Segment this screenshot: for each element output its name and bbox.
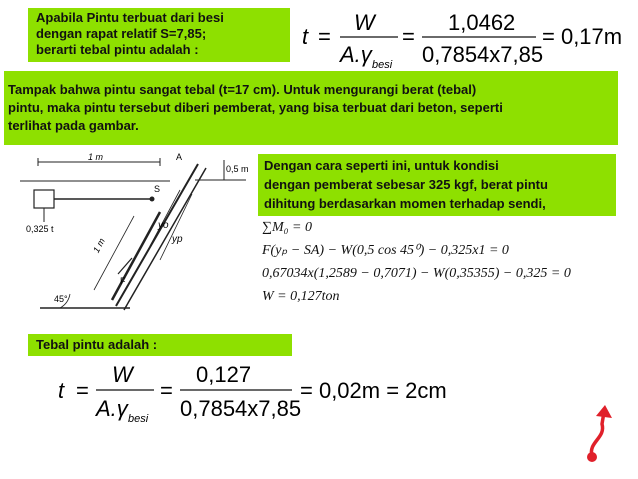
gate-diagram xyxy=(20,150,252,314)
method-box xyxy=(258,154,616,216)
formula-1-den1: A.γ xyxy=(340,42,372,67)
label-S: S xyxy=(154,184,161,194)
formula-2-den2: 0,7854x7,85 xyxy=(180,396,302,421)
method-line-1: Dengan cara seperti ini, untuk kondisi xyxy=(264,158,499,173)
formula-1-lhs: t xyxy=(302,24,309,49)
intro-line-1: Apabila Pintu terbuat dari besi xyxy=(36,10,224,25)
thickness-label-box xyxy=(28,334,292,356)
label-A: A xyxy=(176,152,183,162)
formula-1 xyxy=(298,4,638,70)
formula-1-num1: W xyxy=(354,10,375,35)
formula-1-eq: = xyxy=(318,24,331,49)
note-box xyxy=(4,71,618,145)
note-line-1: Tampak bahwa pintu sangat tebal (t=17 cm). Untuk mengurangi berat (tebal) xyxy=(8,82,477,97)
equation-3: 0,67034x(1,2589 − 0,7071) − W(0,35355) − 0,325 = 0 xyxy=(262,266,571,281)
equation-2: F(yₚ − SA) − W(0,5 cos 45⁰) − 0,325x1 = 0 xyxy=(262,243,509,258)
method-line-3: dihitung berdasarkan momen terhadap sendi, xyxy=(264,196,546,211)
intro-line-2: dengan rapat relatif S=7,85; xyxy=(36,26,207,41)
equation-1: ∑M₀ = 0 xyxy=(262,220,312,235)
formula-2-den1-sub: besi xyxy=(128,413,149,425)
label-05m: 0,5 m xyxy=(226,164,249,174)
curved-arrow-icon[interactable] xyxy=(584,402,624,464)
formula-2-num1: W xyxy=(112,362,133,387)
counterweight-box xyxy=(34,190,54,208)
formula-1-den1-sub: besi xyxy=(372,59,393,71)
formula-1-result: = 0,17m xyxy=(542,24,623,49)
formula-1-eq2: = xyxy=(402,24,415,49)
thickness-label: Tebal pintu adalah : xyxy=(36,337,158,352)
equation-4: W = 0,127ton xyxy=(262,289,340,304)
formula-1-num2: 1,0462 xyxy=(448,10,516,35)
formula-2-lhs: t xyxy=(58,378,65,403)
formula-2-num2: 0,127 xyxy=(196,362,252,387)
formula-2-den1: A.γ xyxy=(96,396,128,421)
label-yp: yp xyxy=(172,234,183,245)
formula-2-result: = 0,02m = 2cm xyxy=(300,378,447,403)
label-0325t: 0,325 t xyxy=(26,224,54,234)
method-line-2: dengan pemberat sebesar 325 kgf, berat pintu xyxy=(264,177,548,192)
intro-line-3: berarti tebal pintu adalah : xyxy=(36,42,199,57)
label-1m-diag: 1 m xyxy=(91,236,107,255)
intro-box xyxy=(28,8,290,62)
label-45: 45° xyxy=(54,294,68,304)
note-line-3: terlihat pada gambar. xyxy=(8,118,139,133)
formula-1-den2: 0,7854x7,85 xyxy=(422,42,544,67)
equations-block xyxy=(262,216,638,308)
note-line-2: pintu, maka pintu tersebut diberi pemberat, yang bisa terbuat dari beton, seperti xyxy=(8,100,503,115)
formula-2-eq: = xyxy=(76,378,89,403)
formula-2-eq2: = xyxy=(160,378,173,403)
label-1m-top: 1 m xyxy=(88,152,104,162)
formula-2 xyxy=(56,356,476,426)
label-F: F xyxy=(120,276,126,286)
label-yo: yo xyxy=(158,220,169,231)
